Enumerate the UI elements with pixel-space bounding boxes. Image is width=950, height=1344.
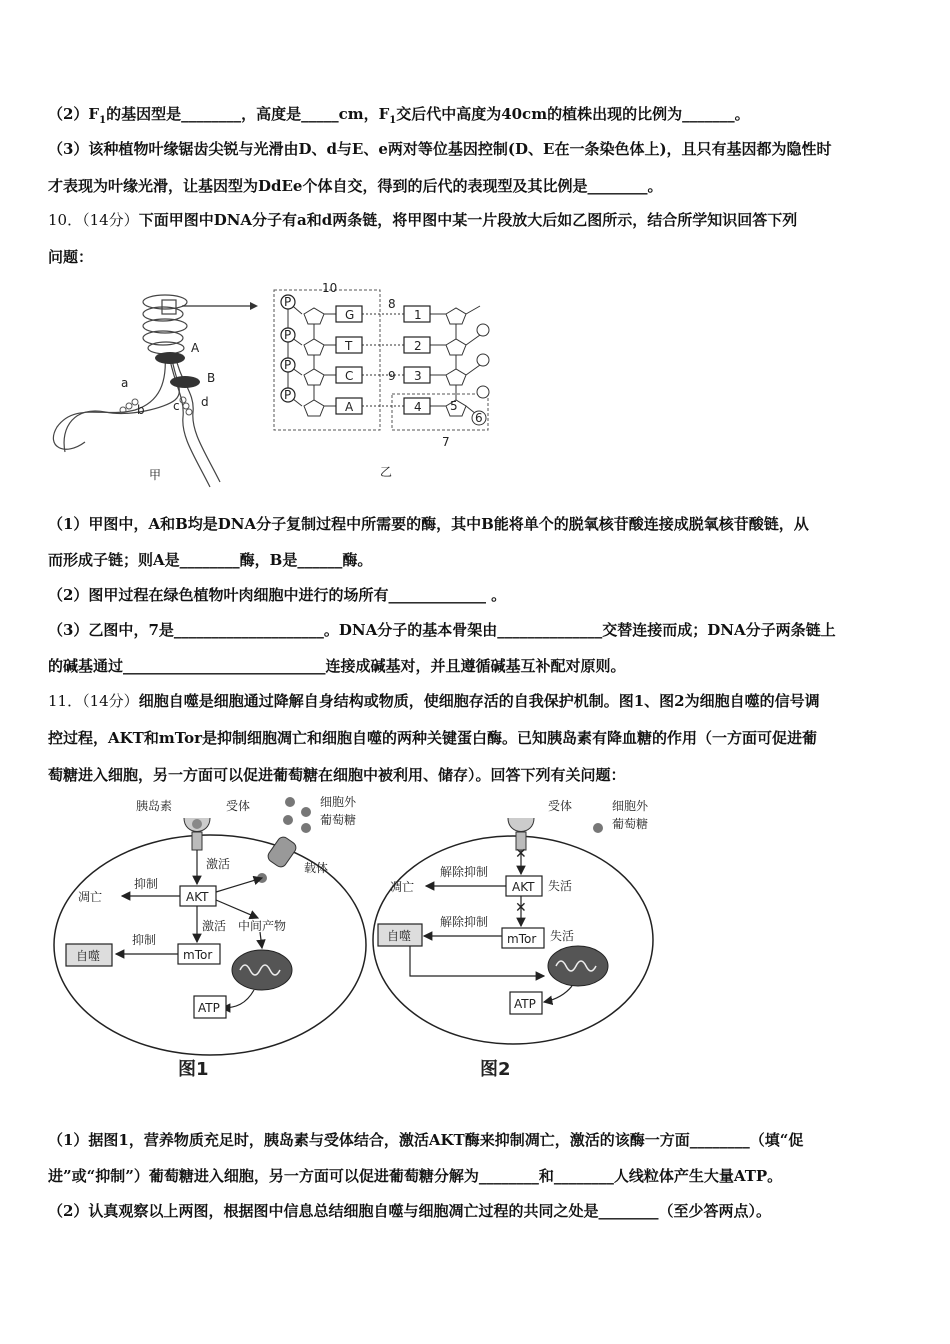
fig2-receptor-label: 受体: [548, 799, 573, 813]
fig2-caption: 图2: [480, 1059, 511, 1080]
fig2-mtor-label: mTor: [507, 932, 537, 946]
q11-stem-line1: 11．（14分）细胞自噬是细胞通过降解自身结构或物质，使细胞存活的自我保护机制。图1、图2为细胞自噬的信号调: [48, 692, 820, 710]
fig2-extracellular-label: 细胞外: [612, 799, 649, 813]
base-C: C: [345, 369, 354, 383]
q10-sub3-line2: 的碱基通过___________________________连接成碱基对，并且遵循碱基互补配对原则。: [48, 657, 626, 675]
svg-text:✕: ✕: [515, 846, 527, 862]
fig1-activate-label-2: 激活: [202, 919, 227, 933]
q10-sub1-line1: （1）甲图中，A和B均是DNA分子复制过程中所需要的酶，其中B能将单个的脱氧核苷酸连接成脱氧核苷酸链，从: [48, 515, 809, 533]
fig1-inhibit-label-1: 抑制: [134, 877, 159, 891]
q11-sub1-line1: （1）据图1，营养物质充足时，胰岛素与受体结合，激活AKT酶来抑制凋亡，激活的该酶一方面________（填“促: [48, 1131, 804, 1149]
fig2-inactive-label-2: 失活: [550, 929, 575, 943]
q9-part3-line2: 才表现为叶缘光滑，让基因型为DdEe个体自交，得到的后代的表现型及其比例是________。: [48, 177, 663, 195]
base-A: A: [345, 400, 354, 414]
fig1-caption: 图1: [178, 1059, 209, 1080]
q10-stem-line2: 问题：: [48, 248, 94, 266]
phosphate-label-3: P: [284, 358, 292, 372]
label-c: c: [173, 399, 180, 413]
fig2-mitochondrion-icon: [548, 946, 608, 986]
autophagy-figure-1: [50, 790, 380, 1085]
fig1-atp-label: ATP: [198, 1001, 220, 1015]
enzyme-A-icon: [155, 352, 185, 364]
base-4: 4: [414, 400, 422, 414]
q9-part2: $(2)F_1$的基因型是________，高度是_____cm，$F_1$交后代中高度为40cm的植株出现的比例为_______。: [48, 105, 750, 126]
label-A: A: [191, 341, 200, 355]
fig2-glucose-label: 葡萄糖: [612, 817, 649, 831]
fig1-mtor-label: mTor: [183, 948, 213, 962]
label-d: d: [201, 395, 209, 409]
fig2-release-label-2: 解除抑制: [440, 915, 489, 929]
autophagy-figure-2: [368, 790, 668, 1085]
dna-structure-figure-yi: [270, 280, 500, 485]
base-3: 3: [414, 369, 422, 383]
fig2-atp-label: ATP: [514, 997, 536, 1011]
fig1-intermediate-label: 中间产物: [238, 919, 287, 933]
phosphate-label-1: P: [284, 295, 292, 309]
label-B: B: [207, 371, 216, 385]
fig1-apoptosis-label: 凋亡: [78, 890, 103, 904]
fig1-activate-label-1: 激活: [206, 857, 231, 871]
q11-sub2: （2）认真观察以上两图，根据图中信息总结细胞自噬与细胞凋亡过程的共同之处是________（至少答两点）。: [48, 1202, 771, 1220]
base-2: 2: [414, 339, 422, 353]
q11-sub1-line2: 进”或“抑制”）葡萄糖进入细胞，另一方面可以促进葡萄糖分解为________和________人线粒体产生大量ATP。: [48, 1167, 783, 1185]
fig1-mitochondrion-icon: [232, 950, 292, 990]
fig1-glucose-label: 葡萄糖: [320, 813, 357, 827]
q10-sub1-line2: 而形成子链；则A是________酶，B是______酶。: [48, 551, 373, 569]
base-1: 1: [414, 308, 422, 322]
fig1-carrier-label: 载体: [304, 861, 329, 875]
svg-text:✕: ✕: [515, 900, 527, 916]
q11-stem-line2: 控过程，AKT和mTor是抑制细胞凋亡和细胞自噬的两种关键蛋白酶。已知胰岛素有降血糖的作用（一方面可促进葡: [48, 729, 818, 747]
fig1-extracellular-label: 细胞外: [320, 795, 357, 809]
label-9: 9: [388, 369, 396, 383]
base-T: T: [345, 339, 353, 353]
q10-sub2: （2）图甲过程在绿色植物叶肉细胞中进行的场所有_____________ 。: [48, 586, 507, 604]
label-5: 5: [450, 399, 458, 413]
fig1-akt-label: AKT: [186, 890, 209, 904]
enzyme-B-icon: [170, 376, 200, 388]
base-G: G: [345, 308, 355, 322]
fig1-autophagy-label: 自噬: [76, 949, 101, 963]
fig2-release-label-1: 解除抑制: [440, 865, 489, 879]
phosphate-label-4: P: [284, 388, 292, 402]
zoom-arrow: [180, 296, 260, 316]
fig1-inhibit-label-2: 抑制: [132, 933, 157, 947]
fig2-autophagy-label: 自噬: [387, 929, 412, 943]
q9-part3-line1: （3）该种植物叶缘锯齿尖锐与光滑由D、d与E、e两对等位基因控制(D、E在一条染色体上)，且只有基因都为隐性时: [48, 140, 832, 158]
label-b: b: [137, 403, 145, 417]
label-8: 8: [388, 297, 396, 311]
label-6: 6: [475, 411, 483, 425]
phosphate-label-2: P: [284, 328, 292, 342]
caption-yi: 乙: [380, 465, 393, 479]
label-7: 7: [442, 435, 450, 449]
q10-sub3-line1: （3）乙图中，7是____________________。DNA分子的基本骨架由______________交替连接而成；DNA分子两条链上: [48, 621, 836, 639]
caption-jia: 甲: [149, 468, 162, 482]
fig2-apoptosis-label: 凋亡: [390, 880, 415, 894]
q11-stem-line3: 萄糖进入细胞，另一方面可以促进葡萄糖在细胞中被利用、储存）。回答下列有关问题：: [48, 766, 626, 784]
fig1-insulin-label: 胰岛素: [136, 799, 173, 813]
q10-stem-line1: 10．（14分）下面甲图中DNA分子有a和d两条链，将甲图中某一片段放大后如乙图所示，结合所学知识回答下列: [48, 211, 798, 229]
fig1-receptor-label: 受体: [226, 799, 251, 813]
label-a: a: [121, 376, 129, 390]
fig2-inactive-label-1: 失活: [548, 879, 573, 893]
label-10: 10: [322, 281, 338, 295]
fig2-akt-label: AKT: [512, 880, 535, 894]
